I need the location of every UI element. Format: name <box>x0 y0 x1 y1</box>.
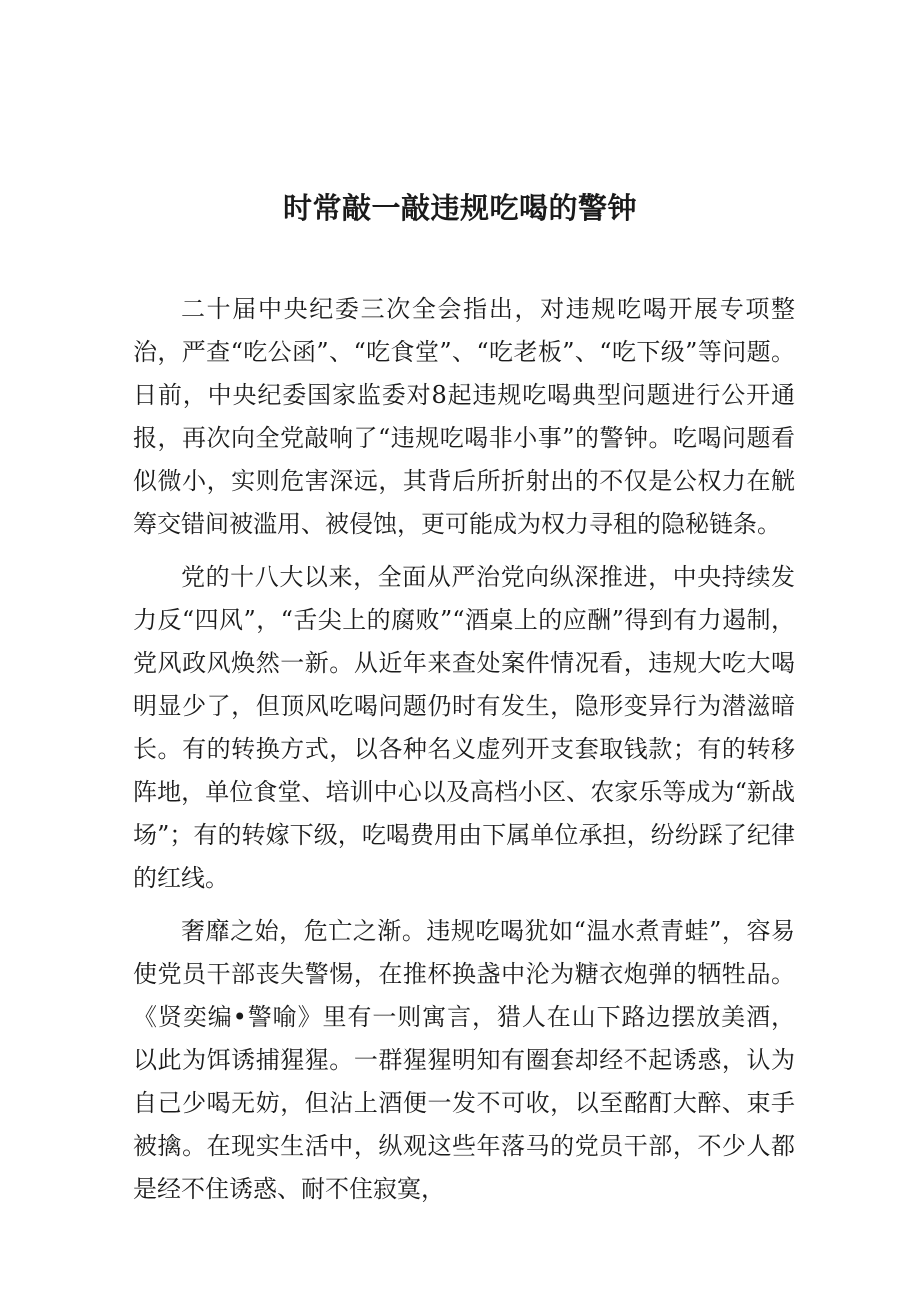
document-title: 时常敲一敲违规吃喝的警钟 <box>282 191 637 225</box>
paragraph: 二十届中央纪委三次全会指出，对违规吃喝开展专项整治，严查“吃公函”、“吃食堂”、“吃老板”、“吃下级”等问题。日前，中央纪委国家监委对8起违规吃喝典型问题进行公开通报，再次向全党敲响了“违规吃喝非小事”的警钟。吃喝问题看似微小，实则危害深远，其背后所折射出的不仅是公权力在觥筹交错间被滥用、被侵蚀，更可能成为权力寻租的隐秘链条。 <box>133 295 795 538</box>
document-body <box>133 288 795 1221</box>
paragraph: 奢靡之始，危亡之渐。违规吃喝犹如“温水煮青蛙”，容易使党员干部丧失警惕，在推杯换盏中沦为糖衣炮弹的牺牲品。《贤奕编•警喻》里有一则寓言，猎人在山下路边摆放美酒，以此为饵诱捕猩猩。一群猩猩明知有圈套却经不起诱惑，认为自己少喝无妨，但沾上酒便一发不可收，以至酩酊大醉、束手被擒。在现实生活中，纵观这些年落马的党员干部，不少人都是经不住诱惑、耐不住寂寞， <box>133 917 795 1203</box>
paragraph: 党的十八大以来，全面从严治党向纵深推进，中央持续发力反“四风”，“舌尖上的腐败”“酒桌上的应酬”得到有力遏制，党风政风焕然一新。从近年来查处案件情况看，违规大吃大喝明显少了，但顶风吃喝问题仍时有发生，隐形变异行为潜滋暗长。有的转换方式，以各种名义虚列开支套取钱款；有的转移阵地，单位食堂、培训中心以及高档小区、农家乐等成为“新战场”；有的转嫁下级，吃喝费用由下属单位承担，纷纷踩了纪律的红线。 <box>133 563 795 892</box>
